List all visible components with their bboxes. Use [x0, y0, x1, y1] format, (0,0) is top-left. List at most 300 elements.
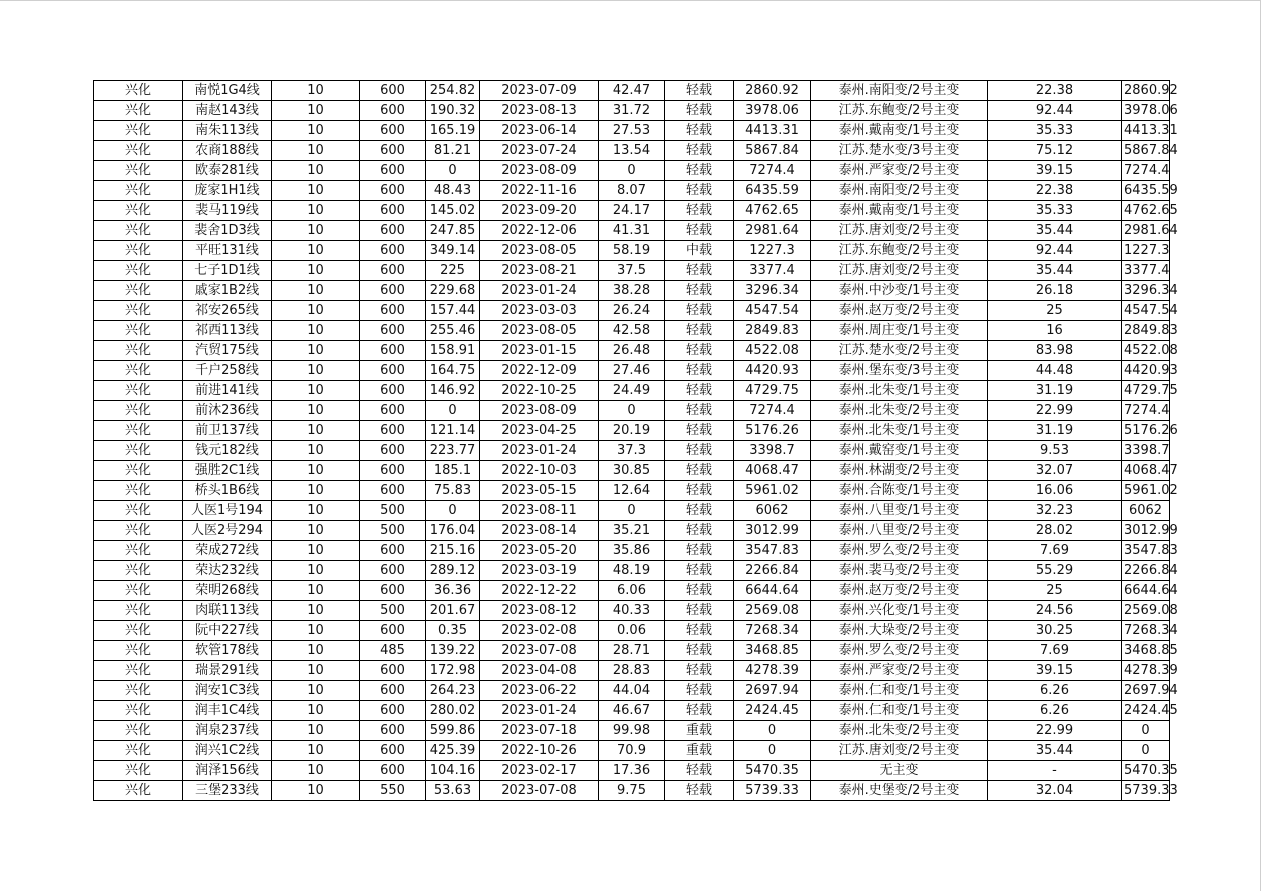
cell-transformer-load: 32.07 [988, 461, 1122, 481]
cell-current: 425.39 [426, 741, 480, 761]
cell-district: 兴化 [94, 701, 183, 721]
table-row [94, 581, 1170, 601]
cell-district: 兴化 [94, 541, 183, 561]
cell-capacity: 600 [360, 741, 426, 761]
cell-voltage: 10 [272, 541, 360, 561]
cell-voltage: 10 [272, 641, 360, 661]
cell-date: 2023-01-24 [480, 701, 599, 721]
cell-voltage: 10 [272, 241, 360, 261]
cell-transformer-load: 9.53 [988, 441, 1122, 461]
cell-district: 兴化 [94, 341, 183, 361]
cell-line-name: 七子1D1线 [183, 261, 272, 281]
cell-district: 兴化 [94, 301, 183, 321]
cell-capacity: 600 [360, 761, 426, 781]
cell-voltage: 10 [272, 381, 360, 401]
table-row [94, 441, 1170, 461]
table-row [94, 141, 1170, 161]
cell-available: 4762.65 [1122, 201, 1170, 221]
cell-voltage: 10 [272, 561, 360, 581]
cell-margin: 4278.39 [734, 661, 811, 681]
cell-date: 2023-02-08 [480, 621, 599, 641]
cell-transformer-load: 28.02 [988, 521, 1122, 541]
cell-current: 176.04 [426, 521, 480, 541]
cell-capacity: 600 [360, 401, 426, 421]
cell-available: 2849.83 [1122, 321, 1170, 341]
table-row [94, 601, 1170, 621]
cell-transformer: 泰州.合陈变/1号主变 [811, 481, 988, 501]
cell-capacity: 600 [360, 341, 426, 361]
cell-capacity: 600 [360, 261, 426, 281]
table-row [94, 781, 1170, 801]
cell-load-rate: 31.72 [599, 101, 665, 121]
cell-margin: 5961.02 [734, 481, 811, 501]
cell-line-name: 戚家1B2线 [183, 281, 272, 301]
cell-load-rate: 0.06 [599, 621, 665, 641]
cell-transformer: 泰州.罗么变/2号主变 [811, 541, 988, 561]
cell-margin: 7274.4 [734, 161, 811, 181]
cell-date: 2023-01-24 [480, 281, 599, 301]
cell-load-rate: 12.64 [599, 481, 665, 501]
cell-capacity: 600 [360, 661, 426, 681]
table-row [94, 501, 1170, 521]
table-row [94, 621, 1170, 641]
cell-transformer: 泰州.南阳变/2号主变 [811, 81, 988, 101]
cell-transformer: 泰州.戴窑变/1号主变 [811, 441, 988, 461]
table-row [94, 461, 1170, 481]
cell-load-rate: 37.3 [599, 441, 665, 461]
cell-transformer-load: 32.04 [988, 781, 1122, 801]
cell-load-rate: 26.48 [599, 341, 665, 361]
cell-load-status: 轻载 [665, 701, 734, 721]
cell-voltage: 10 [272, 581, 360, 601]
cell-margin: 2697.94 [734, 681, 811, 701]
cell-line-name: 南朱113线 [183, 121, 272, 141]
cell-load-status: 轻载 [665, 581, 734, 601]
cell-district: 兴化 [94, 321, 183, 341]
cell-district: 兴化 [94, 221, 183, 241]
cell-margin: 2981.64 [734, 221, 811, 241]
cell-capacity: 600 [360, 421, 426, 441]
cell-available: 3978.06 [1122, 101, 1170, 121]
cell-load-rate: 70.9 [599, 741, 665, 761]
cell-voltage: 10 [272, 601, 360, 621]
cell-transformer: 泰州.中沙变/1号主变 [811, 281, 988, 301]
cell-current: 190.32 [426, 101, 480, 121]
cell-capacity: 600 [360, 561, 426, 581]
cell-load-status: 轻载 [665, 521, 734, 541]
cell-date: 2023-08-09 [480, 161, 599, 181]
cell-transformer: 泰州.严家变/2号主变 [811, 161, 988, 181]
cell-load-status: 中载 [665, 241, 734, 261]
cell-capacity: 500 [360, 601, 426, 621]
cell-available: 2981.64 [1122, 221, 1170, 241]
cell-district: 兴化 [94, 461, 183, 481]
cell-voltage: 10 [272, 261, 360, 281]
cell-transformer: 泰州.史堡变/2号主变 [811, 781, 988, 801]
cell-date: 2023-08-12 [480, 601, 599, 621]
cell-date: 2023-07-18 [480, 721, 599, 741]
table-row [94, 561, 1170, 581]
cell-load-rate: 20.19 [599, 421, 665, 441]
cell-margin: 4522.08 [734, 341, 811, 361]
cell-transformer: 泰州.大垛变/2号主变 [811, 621, 988, 641]
cell-district: 兴化 [94, 601, 183, 621]
table-row [94, 301, 1170, 321]
cell-line-name: 前沐236线 [183, 401, 272, 421]
cell-transformer: 泰州.北朱变/1号主变 [811, 381, 988, 401]
cell-available: 3377.4 [1122, 261, 1170, 281]
cell-transformer: 江苏.东鲍变/2号主变 [811, 101, 988, 121]
cell-voltage: 10 [272, 281, 360, 301]
cell-available: 4522.08 [1122, 341, 1170, 361]
cell-load-status: 轻载 [665, 281, 734, 301]
cell-margin: 2424.45 [734, 701, 811, 721]
cell-available: 3012.99 [1122, 521, 1170, 541]
cell-current: 215.16 [426, 541, 480, 561]
cell-margin: 2860.92 [734, 81, 811, 101]
cell-district: 兴化 [94, 501, 183, 521]
cell-capacity: 600 [360, 181, 426, 201]
cell-transformer: 江苏.唐刘变/2号主变 [811, 741, 988, 761]
cell-load-rate: 0 [599, 501, 665, 521]
cell-date: 2023-08-09 [480, 401, 599, 421]
cell-current: 0.35 [426, 621, 480, 641]
cell-margin: 7274.4 [734, 401, 811, 421]
cell-line-name: 荣成272线 [183, 541, 272, 561]
cell-date: 2022-12-22 [480, 581, 599, 601]
cell-transformer: 泰州.周庄变/1号主变 [811, 321, 988, 341]
cell-transformer: 泰州.仁和变/1号主变 [811, 701, 988, 721]
cell-transformer-load: 6.26 [988, 681, 1122, 701]
cell-line-name: 祁西113线 [183, 321, 272, 341]
cell-voltage: 10 [272, 321, 360, 341]
cell-load-status: 重载 [665, 741, 734, 761]
cell-available: 5176.26 [1122, 421, 1170, 441]
cell-margin: 3468.85 [734, 641, 811, 661]
cell-district: 兴化 [94, 81, 183, 101]
cell-load-status: 轻载 [665, 601, 734, 621]
cell-transformer-load: 31.19 [988, 421, 1122, 441]
cell-current: 280.02 [426, 701, 480, 721]
cell-load-rate: 27.53 [599, 121, 665, 141]
cell-voltage: 10 [272, 201, 360, 221]
cell-line-name: 平旺131线 [183, 241, 272, 261]
cell-margin: 5739.33 [734, 781, 811, 801]
cell-load-status: 轻载 [665, 421, 734, 441]
cell-current: 145.02 [426, 201, 480, 221]
cell-date: 2023-07-08 [480, 641, 599, 661]
cell-current: 185.1 [426, 461, 480, 481]
cell-transformer-load: - [988, 761, 1122, 781]
cell-date: 2023-04-25 [480, 421, 599, 441]
cell-transformer: 无主变 [811, 761, 988, 781]
table-row [94, 81, 1170, 101]
cell-available: 0 [1122, 741, 1170, 761]
cell-line-name: 千户258线 [183, 361, 272, 381]
cell-available: 4413.31 [1122, 121, 1170, 141]
cell-available: 4420.93 [1122, 361, 1170, 381]
cell-capacity: 485 [360, 641, 426, 661]
cell-load-status: 轻载 [665, 301, 734, 321]
cell-load-rate: 42.58 [599, 321, 665, 341]
cell-transformer-load: 39.15 [988, 161, 1122, 181]
cell-transformer-load: 25 [988, 301, 1122, 321]
cell-load-status: 轻载 [665, 101, 734, 121]
table-row [94, 101, 1170, 121]
cell-line-name: 润泽156线 [183, 761, 272, 781]
cell-transformer: 江苏.楚水变/3号主变 [811, 141, 988, 161]
cell-transformer-load: 35.44 [988, 221, 1122, 241]
table-row [94, 421, 1170, 441]
cell-line-name: 桥头1B6线 [183, 481, 272, 501]
cell-transformer-load: 55.29 [988, 561, 1122, 581]
table-row [94, 201, 1170, 221]
cell-load-status: 轻载 [665, 761, 734, 781]
cell-voltage: 10 [272, 781, 360, 801]
cell-transformer: 泰州.北朱变/2号主变 [811, 401, 988, 421]
cell-load-rate: 41.31 [599, 221, 665, 241]
cell-voltage: 10 [272, 101, 360, 121]
cell-transformer: 江苏.楚水变/2号主变 [811, 341, 988, 361]
cell-available: 2860.92 [1122, 81, 1170, 101]
cell-available: 4729.75 [1122, 381, 1170, 401]
cell-margin: 5470.35 [734, 761, 811, 781]
cell-date: 2022-12-06 [480, 221, 599, 241]
cell-line-name: 裴马119线 [183, 201, 272, 221]
cell-district: 兴化 [94, 781, 183, 801]
cell-current: 289.12 [426, 561, 480, 581]
cell-district: 兴化 [94, 101, 183, 121]
cell-capacity: 600 [360, 721, 426, 741]
cell-load-status: 轻载 [665, 641, 734, 661]
cell-voltage: 10 [272, 141, 360, 161]
cell-transformer-load: 22.38 [988, 81, 1122, 101]
cell-capacity: 600 [360, 461, 426, 481]
cell-margin: 4420.93 [734, 361, 811, 381]
cell-load-status: 轻载 [665, 481, 734, 501]
cell-transformer: 泰州.赵万变/2号主变 [811, 581, 988, 601]
table-row [94, 681, 1170, 701]
cell-transformer-load: 35.44 [988, 741, 1122, 761]
cell-line-name: 润泉237线 [183, 721, 272, 741]
cell-load-status: 轻载 [665, 261, 734, 281]
cell-district: 兴化 [94, 441, 183, 461]
cell-line-name: 荣明268线 [183, 581, 272, 601]
cell-capacity: 600 [360, 121, 426, 141]
cell-transformer: 泰州.北朱变/2号主变 [811, 721, 988, 741]
cell-line-name: 钱元182线 [183, 441, 272, 461]
cell-district: 兴化 [94, 401, 183, 421]
cell-capacity: 600 [360, 201, 426, 221]
cell-voltage: 10 [272, 741, 360, 761]
cell-load-status: 轻载 [665, 121, 734, 141]
cell-margin: 7268.34 [734, 621, 811, 641]
cell-margin: 3547.83 [734, 541, 811, 561]
cell-current: 81.21 [426, 141, 480, 161]
cell-load-rate: 38.28 [599, 281, 665, 301]
cell-current: 158.91 [426, 341, 480, 361]
cell-line-name: 前进141线 [183, 381, 272, 401]
cell-current: 223.77 [426, 441, 480, 461]
cell-transformer-load: 24.56 [988, 601, 1122, 621]
cell-load-status: 轻载 [665, 141, 734, 161]
table-row [94, 381, 1170, 401]
cell-load-rate: 0 [599, 161, 665, 181]
table-row [94, 361, 1170, 381]
cell-transformer: 泰州.八里变/2号主变 [811, 521, 988, 541]
cell-available: 3547.83 [1122, 541, 1170, 561]
cell-available: 2266.84 [1122, 561, 1170, 581]
cell-transformer-load: 32.23 [988, 501, 1122, 521]
cell-voltage: 10 [272, 301, 360, 321]
cell-date: 2023-08-14 [480, 521, 599, 541]
cell-transformer-load: 83.98 [988, 341, 1122, 361]
cell-load-status: 轻载 [665, 501, 734, 521]
cell-capacity: 600 [360, 541, 426, 561]
cell-transformer-load: 22.38 [988, 181, 1122, 201]
cell-available: 2569.08 [1122, 601, 1170, 621]
cell-available: 6062 [1122, 501, 1170, 521]
cell-voltage: 10 [272, 441, 360, 461]
cell-capacity: 500 [360, 501, 426, 521]
cell-date: 2023-08-05 [480, 321, 599, 341]
cell-capacity: 600 [360, 681, 426, 701]
cell-transformer-load: 22.99 [988, 401, 1122, 421]
cell-date: 2023-05-20 [480, 541, 599, 561]
cell-line-name: 人医2号294 [183, 521, 272, 541]
cell-margin: 3012.99 [734, 521, 811, 541]
table-row [94, 701, 1170, 721]
cell-district: 兴化 [94, 201, 183, 221]
cell-available: 5867.84 [1122, 141, 1170, 161]
cell-capacity: 600 [360, 321, 426, 341]
cell-available: 0 [1122, 721, 1170, 741]
cell-transformer: 泰州.严家变/2号主变 [811, 661, 988, 681]
cell-capacity: 600 [360, 221, 426, 241]
table-row [94, 541, 1170, 561]
cell-line-name: 阮中227线 [183, 621, 272, 641]
cell-voltage: 10 [272, 341, 360, 361]
cell-date: 2023-07-09 [480, 81, 599, 101]
table-row [94, 321, 1170, 341]
cell-margin: 3978.06 [734, 101, 811, 121]
cell-margin: 2569.08 [734, 601, 811, 621]
cell-load-rate: 27.46 [599, 361, 665, 381]
cell-district: 兴化 [94, 381, 183, 401]
cell-load-rate: 26.24 [599, 301, 665, 321]
cell-transformer: 泰州.戴南变/1号主变 [811, 121, 988, 141]
cell-available: 2424.45 [1122, 701, 1170, 721]
cell-current: 201.67 [426, 601, 480, 621]
cell-line-name: 庞家1H1线 [183, 181, 272, 201]
cell-margin: 4413.31 [734, 121, 811, 141]
cell-voltage: 10 [272, 701, 360, 721]
cell-district: 兴化 [94, 761, 183, 781]
cell-date: 2022-10-25 [480, 381, 599, 401]
cell-transformer-load: 35.44 [988, 261, 1122, 281]
cell-load-rate: 28.83 [599, 661, 665, 681]
cell-load-status: 轻载 [665, 361, 734, 381]
cell-load-rate: 13.54 [599, 141, 665, 161]
cell-load-status: 轻载 [665, 621, 734, 641]
cell-load-rate: 40.33 [599, 601, 665, 621]
cell-current: 75.83 [426, 481, 480, 501]
cell-district: 兴化 [94, 241, 183, 261]
cell-capacity: 600 [360, 241, 426, 261]
cell-line-name: 前卫137线 [183, 421, 272, 441]
table-row [94, 401, 1170, 421]
cell-date: 2023-08-11 [480, 501, 599, 521]
cell-district: 兴化 [94, 741, 183, 761]
cell-transformer-load: 7.69 [988, 641, 1122, 661]
cell-margin: 4729.75 [734, 381, 811, 401]
cell-available: 3296.34 [1122, 281, 1170, 301]
cell-load-status: 轻载 [665, 441, 734, 461]
cell-line-name: 裴舍1D3线 [183, 221, 272, 241]
cell-voltage: 10 [272, 161, 360, 181]
cell-load-status: 轻载 [665, 561, 734, 581]
cell-current: 229.68 [426, 281, 480, 301]
cell-voltage: 10 [272, 421, 360, 441]
cell-capacity: 600 [360, 161, 426, 181]
cell-current: 146.92 [426, 381, 480, 401]
cell-load-status: 轻载 [665, 341, 734, 361]
cell-load-rate: 58.19 [599, 241, 665, 261]
cell-transformer-load: 92.44 [988, 101, 1122, 121]
cell-line-name: 荣达232线 [183, 561, 272, 581]
table-row [94, 181, 1170, 201]
cell-date: 2022-11-16 [480, 181, 599, 201]
cell-available: 4278.39 [1122, 661, 1170, 681]
cell-capacity: 600 [360, 141, 426, 161]
cell-capacity: 600 [360, 101, 426, 121]
cell-district: 兴化 [94, 361, 183, 381]
cell-transformer: 泰州.赵万变/2号主变 [811, 301, 988, 321]
cell-transformer: 泰州.南阳变/2号主变 [811, 181, 988, 201]
cell-district: 兴化 [94, 581, 183, 601]
cell-date: 2023-07-24 [480, 141, 599, 161]
table-row [94, 281, 1170, 301]
cell-district: 兴化 [94, 141, 183, 161]
cell-load-status: 轻载 [665, 781, 734, 801]
cell-capacity: 600 [360, 621, 426, 641]
cell-district: 兴化 [94, 261, 183, 281]
table-row [94, 661, 1170, 681]
cell-capacity: 550 [360, 781, 426, 801]
cell-capacity: 600 [360, 301, 426, 321]
cell-margin: 0 [734, 741, 811, 761]
cell-line-name: 祁安265线 [183, 301, 272, 321]
cell-date: 2023-03-19 [480, 561, 599, 581]
cell-margin: 4762.65 [734, 201, 811, 221]
cell-date: 2022-10-03 [480, 461, 599, 481]
cell-transformer: 泰州.林湖变/2号主变 [811, 461, 988, 481]
cell-transformer-load: 30.25 [988, 621, 1122, 641]
cell-load-rate: 17.36 [599, 761, 665, 781]
cell-transformer-load: 16 [988, 321, 1122, 341]
table-body [94, 81, 1178, 801]
cell-transformer-load: 39.15 [988, 661, 1122, 681]
cell-margin: 6435.59 [734, 181, 811, 201]
cell-transformer: 泰州.堡东变/3号主变 [811, 361, 988, 381]
cell-current: 121.14 [426, 421, 480, 441]
cell-load-status: 轻载 [665, 321, 734, 341]
cell-district: 兴化 [94, 161, 183, 181]
cell-district: 兴化 [94, 681, 183, 701]
cell-available: 7274.4 [1122, 161, 1170, 181]
cell-voltage: 10 [272, 481, 360, 501]
cell-voltage: 10 [272, 761, 360, 781]
